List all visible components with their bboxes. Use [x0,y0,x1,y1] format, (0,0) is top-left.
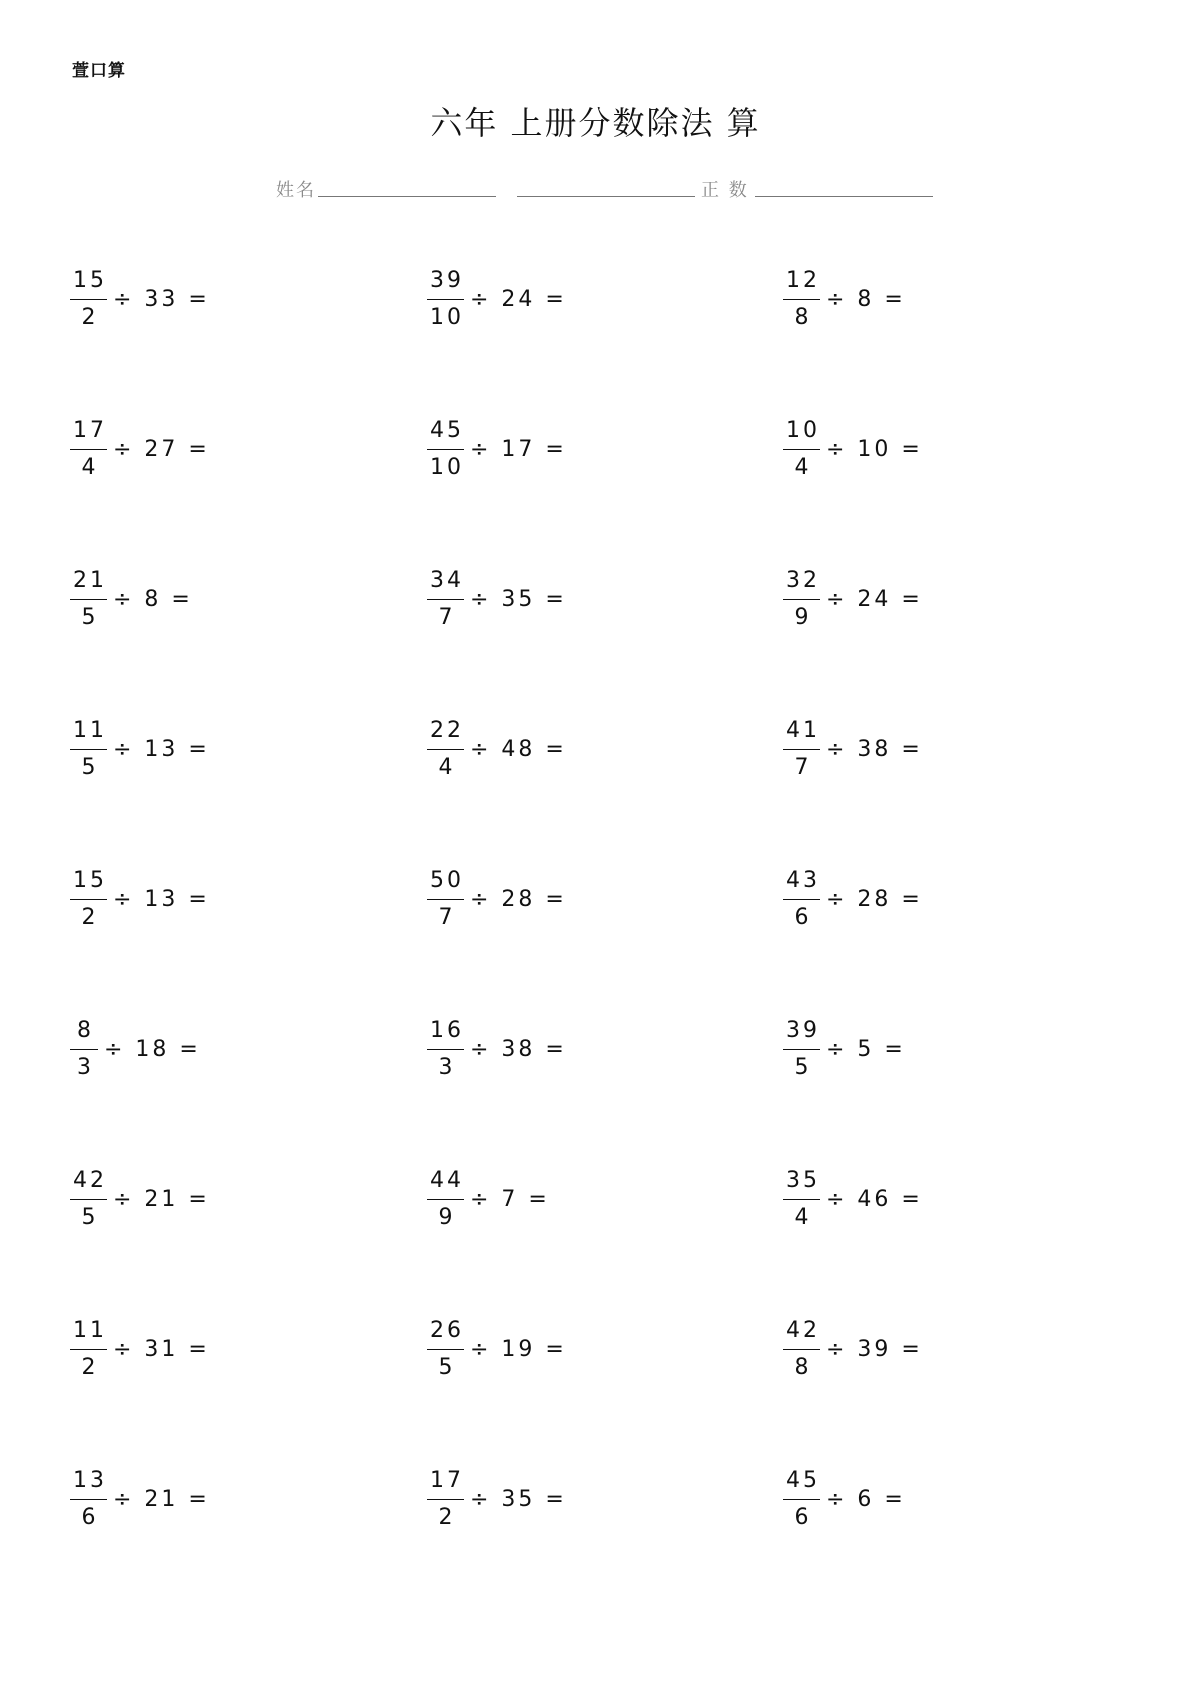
divisor-expression: ÷ 13 = [113,737,210,762]
numerator: 42 [786,1318,820,1343]
divisor-expression: ÷ 35 = [470,587,567,612]
fraction-bar [427,599,464,600]
denominator: 7 [794,755,812,780]
numerator: 50 [430,868,464,893]
fraction-bar [427,1199,464,1200]
division-problem [783,1018,906,1081]
fraction-bar [70,449,107,450]
fraction [427,868,464,931]
division-problem [70,418,210,481]
numerator: 32 [786,568,820,593]
division-problem [70,868,210,931]
fraction-bar [70,1199,107,1200]
denominator: 6 [794,1505,812,1530]
fraction-bar [70,299,107,300]
fraction [70,568,107,631]
fraction-bar [783,749,820,750]
numerator: 41 [786,718,820,743]
denominator: 9 [438,1205,456,1230]
fraction [783,718,820,781]
fraction [70,1468,107,1531]
fraction-bar [783,449,820,450]
numerator: 45 [786,1468,820,1493]
division-problem [783,868,923,931]
divisor-expression: ÷ 24 = [826,587,923,612]
fraction [783,1468,820,1531]
fraction [70,718,107,781]
page-title: 六年 上册分数除法 算 [430,104,761,142]
divisor-expression: ÷ 8 = [826,287,906,312]
division-problem [783,718,923,781]
divisor-expression: ÷ 10 = [826,437,923,462]
numerator: 12 [786,268,820,293]
denominator: 4 [438,755,456,780]
fraction-bar [783,299,820,300]
numerator: 45 [430,418,464,443]
numerator: 39 [430,268,464,293]
divisor-expression: ÷ 38 = [470,1037,567,1062]
denominator: 4 [794,1205,812,1230]
fraction [427,418,464,481]
fraction-bar [427,749,464,750]
fraction-bar [427,1499,464,1500]
denominator: 5 [81,605,99,630]
fraction [427,1468,464,1531]
fraction [70,1318,107,1381]
divisor-expression: ÷ 31 = [113,1337,210,1362]
divisor-expression: ÷ 24 = [470,287,567,312]
fraction-bar [70,749,107,750]
fraction [783,868,820,931]
denominator: 6 [794,905,812,930]
fraction [70,268,107,331]
fraction [70,1168,107,1231]
fraction-bar [783,1499,820,1500]
division-problem [70,1318,210,1381]
name-label: 姓名 [276,180,316,201]
denominator: 7 [438,905,456,930]
division-problem [70,1468,210,1531]
divisor-expression: ÷ 8 = [113,587,193,612]
denominator: 10 [430,455,464,480]
division-problem [427,1168,550,1231]
denominator: 4 [794,455,812,480]
fraction-bar [783,1199,820,1200]
division-problem [783,1168,923,1231]
denominator: 2 [81,905,99,930]
division-problem [427,1018,567,1081]
division-problem [783,418,923,481]
numerator: 22 [430,718,464,743]
division-problem [427,268,567,331]
divisor-expression: ÷ 28 = [826,887,923,912]
division-problem [783,1468,906,1531]
divisor-expression: ÷ 27 = [113,437,210,462]
divisor-expression: ÷ 17 = [470,437,567,462]
divisor-expression: ÷ 6 = [826,1487,906,1512]
denominator: 5 [81,1205,99,1230]
numerator: 17 [430,1468,464,1493]
numerator: 39 [786,1018,820,1043]
denominator: 3 [438,1055,456,1080]
division-problem [70,1168,210,1231]
division-problem [427,718,567,781]
denominator: 7 [438,605,456,630]
divisor-expression: ÷ 35 = [470,1487,567,1512]
numerator: 11 [73,1318,107,1343]
division-problem [427,568,567,631]
fraction-bar [427,449,464,450]
score-label: 正 数 [701,180,749,201]
fraction [783,568,820,631]
division-problem [427,1468,567,1531]
divisor-expression: ÷ 5 = [826,1037,906,1062]
division-problem [70,718,210,781]
division-problem [427,418,567,481]
fraction [427,268,464,331]
fraction [783,418,820,481]
fraction [427,1018,464,1081]
numerator: 15 [73,268,107,293]
numerator: 35 [786,1168,820,1193]
fraction-bar [783,1349,820,1350]
fraction-bar [70,1049,98,1050]
fraction [427,1168,464,1231]
fraction-bar [427,299,464,300]
divisor-expression: ÷ 21 = [113,1187,210,1212]
division-problem [427,1318,567,1381]
header-label: 萱口算 [72,61,126,81]
divisor-expression: ÷ 19 = [470,1337,567,1362]
divisor-expression: ÷ 21 = [113,1487,210,1512]
fraction [427,568,464,631]
denominator: 2 [81,305,99,330]
fraction-bar [70,1499,107,1500]
division-problem [70,568,193,631]
divisor-expression: ÷ 38 = [826,737,923,762]
divisor-expression: ÷ 28 = [470,887,567,912]
divisor-expression: ÷ 48 = [470,737,567,762]
fraction [70,418,107,481]
division-problem [427,868,567,931]
fraction [70,1018,98,1081]
divisor-expression: ÷ 13 = [113,887,210,912]
numerator: 16 [430,1018,464,1043]
fraction [427,718,464,781]
denominator: 8 [794,305,812,330]
divisor-expression: ÷ 18 = [104,1037,201,1062]
fraction-bar [70,899,107,900]
fraction-bar [70,1349,107,1350]
division-problem [783,268,906,331]
fraction-bar [427,1049,464,1050]
fraction [783,1018,820,1081]
divisor-expression: ÷ 7 = [470,1187,550,1212]
denominator: 2 [81,1355,99,1380]
divisor-expression: ÷ 33 = [113,287,210,312]
fraction [783,1318,820,1381]
numerator: 8 [77,1018,94,1043]
denominator: 5 [81,755,99,780]
numerator: 42 [73,1168,107,1193]
denominator: 3 [77,1055,94,1080]
fraction-bar [783,899,820,900]
division-problem [70,268,210,331]
fraction-bar [783,1049,820,1050]
numerator: 17 [73,418,107,443]
division-problem [783,1318,923,1381]
denominator: 9 [794,605,812,630]
fraction [783,1168,820,1231]
divisor-expression: ÷ 39 = [826,1337,923,1362]
denominator: 10 [430,305,464,330]
numerator: 11 [73,718,107,743]
denominator: 5 [794,1055,812,1080]
fraction [783,268,820,331]
numerator: 15 [73,868,107,893]
fraction [427,1318,464,1381]
denominator: 6 [81,1505,99,1530]
numerator: 10 [786,418,820,443]
denominator: 4 [81,455,99,480]
fraction-bar [427,899,464,900]
numerator: 34 [430,568,464,593]
fraction-bar [783,599,820,600]
numerator: 21 [73,568,107,593]
divisor-expression: ÷ 46 = [826,1187,923,1212]
numerator: 43 [786,868,820,893]
fraction-bar [70,599,107,600]
fraction-bar [427,1349,464,1350]
numerator: 26 [430,1318,464,1343]
denominator: 2 [438,1505,456,1530]
numerator: 13 [73,1468,107,1493]
division-problem [783,568,923,631]
denominator: 8 [794,1355,812,1380]
denominator: 5 [438,1355,456,1380]
division-problem [70,1018,201,1081]
numerator: 44 [430,1168,464,1193]
fraction [70,868,107,931]
